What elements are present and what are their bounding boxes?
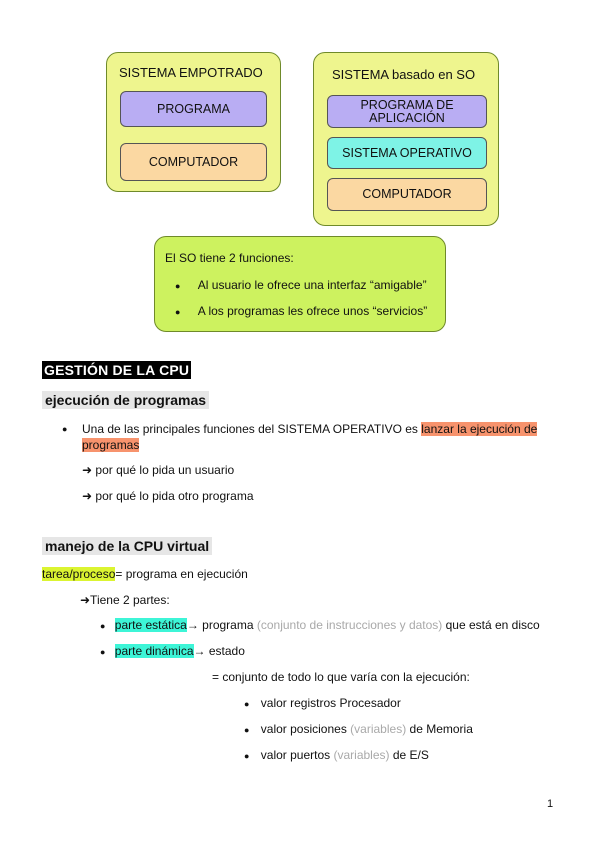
application-program-label: PROGRAMA DE APLICACIÓN — [360, 97, 454, 125]
definition-text: = programa en ejecución — [115, 567, 248, 581]
process-definition — [42, 566, 248, 582]
static-gray-text: (conjunto de instrucciones y datos) — [256, 618, 443, 632]
dynamic-rest-text: → estado — [193, 644, 245, 658]
os-functions-title: El SO tiene 2 funciones: — [165, 251, 294, 265]
state-item-gray: (variables) — [350, 722, 407, 736]
state-definition: = conjunto de todo lo que varía con la ejecución: — [212, 670, 470, 684]
bullet-icon: ● — [244, 751, 250, 761]
state-item-gray: (variables) — [333, 748, 390, 762]
os-function-text: Al usuario le ofrece una interfaz “amigable” — [197, 278, 427, 292]
subheading-execution: ejecución de programas — [42, 391, 209, 409]
bullet-icon: ● — [62, 424, 68, 434]
os-function-item — [175, 278, 427, 292]
highlight-dynamic-part: parte dinámica — [114, 644, 194, 658]
program-block: PROGRAMA — [120, 91, 267, 127]
section-heading-cpu: GESTIÓN DE LA CPU — [44, 362, 190, 378]
arrow-user-request: ➜ por qué lo pida un usuario — [82, 463, 235, 477]
bullet-icon: ● — [175, 307, 181, 317]
state-item-text: valor posiciones — [260, 722, 351, 736]
static-rest-text: que está en disco — [442, 618, 540, 632]
computer-block-os: COMPUTADOR — [327, 178, 487, 211]
state-item-post: de Memoria — [406, 722, 473, 736]
page-number: 1 — [547, 798, 554, 810]
static-part-item — [100, 617, 540, 634]
bullet-launch-programs — [62, 421, 552, 453]
highlight-programs: programas — [82, 438, 140, 452]
application-program-block — [327, 95, 487, 128]
arrow-program-request: ➜ por qué lo pida otro programa — [82, 489, 254, 503]
state-item — [244, 695, 401, 712]
os-functions-box — [154, 236, 446, 332]
os-based-system-title: SISTEMA basado en SO — [332, 67, 476, 82]
highlight-process: tarea/proceso — [42, 567, 116, 581]
bullet-icon: ● — [175, 281, 181, 291]
state-item — [244, 721, 473, 738]
dynamic-part-item — [100, 643, 245, 660]
highlight-launch: lanzar la ejecución de — [421, 422, 538, 436]
bullet-icon: ● — [244, 699, 250, 709]
bullet-icon: ● — [244, 725, 250, 735]
os-function-item — [175, 304, 427, 318]
state-item — [244, 747, 429, 764]
operating-system-block: SISTEMA OPERATIVO — [327, 137, 487, 169]
bullet-icon: ● — [100, 621, 106, 631]
highlight-static-part: parte estática — [114, 618, 187, 632]
parts-line: ➜Tiene 2 partes: — [80, 593, 170, 607]
state-item-text: valor puertos — [260, 748, 334, 762]
embedded-system-box — [106, 52, 281, 192]
bullet-icon: ● — [100, 647, 106, 657]
state-item-post: de E/S — [389, 748, 429, 762]
state-item-text: valor registros Procesador — [260, 696, 401, 710]
embedded-system-title: SISTEMA EMPOTRADO — [119, 65, 263, 80]
static-arrow-text: → programa — [186, 618, 257, 632]
subheading-virtual-cpu: manejo de la CPU virtual — [42, 537, 212, 555]
os-based-system-box — [313, 52, 499, 226]
bullet-text: Una de las principales funciones del SISTEMA OPERATIVO es — [82, 422, 422, 436]
os-function-text: A los programas les ofrece unos “servicios” — [197, 304, 428, 318]
computer-block: COMPUTADOR — [120, 143, 267, 181]
